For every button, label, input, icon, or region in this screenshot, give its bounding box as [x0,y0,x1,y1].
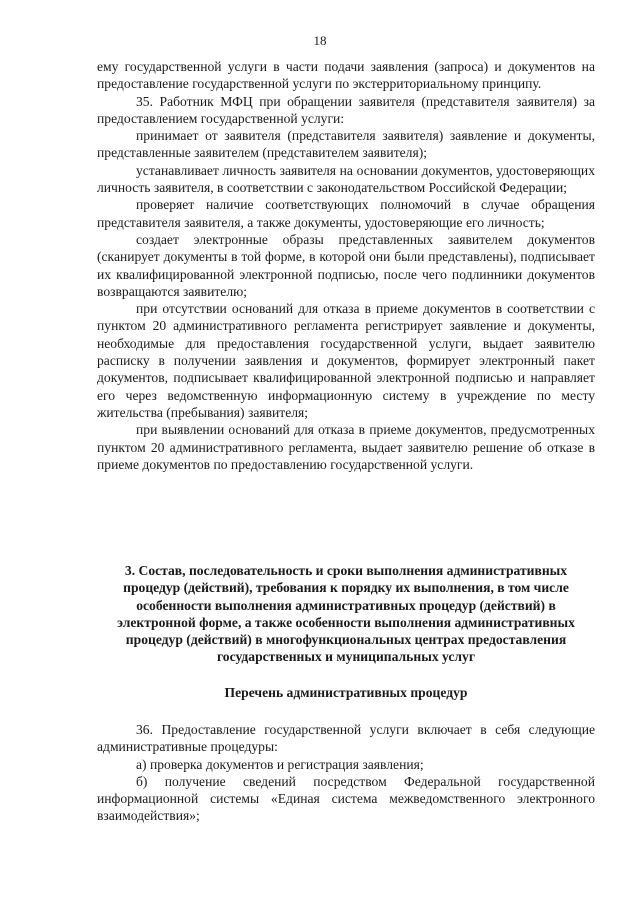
paragraph-refusal: при выявлении оснований для отказа в приеме документов, предусмотренных пунктом 20 административного регламента, выдает заявителю решение об отказе в приеме документов по предоставлению государственной услуги. [97,422,595,472]
paragraph-item-35: 35. Работник МФЦ при обращении заявителя (представителя заявителя) за предоставлением государственной услуги: [97,93,595,126]
sub-heading: Перечень административных процедур [224,685,468,700]
body-text-block-2 [97,721,595,825]
paragraph-item-36: 36. Предоставление государственной услуги включает в себя следующие административные процедуры: [97,722,595,755]
list-item-b: б) получение сведений посредством Федеральной государственной информационной системы «Единая система межведомственного электронного взаимодействия»; [97,773,595,824]
section-heading: 3. Состав, последовательность и сроки выполнения административных процедур (действий), требования к порядку их выполнения, в том числе особенности выполнения административных процедур (действий) в электронной форме, а также особенности выполнения административных процедур (действий) в многофункциональных центрах предоставления государственных и муниципальных услуг [117,563,575,665]
paragraph-scans: создает электронные образы представленных заявителем документов (сканирует документы в той форме, в которой они были представлены), подписывает их квалифицированной электронной подписью, после чего подлинники документов возвращаются заявителю; [97,231,595,299]
paragraph-identity: устанавливает личность заявителя на основании документов, удостоверяющих личность заявителя, в соответствии с законодательством Российской Федерации; [97,162,595,196]
paragraph-registers: при отсутствии оснований для отказа в приеме документов в соответствии с пунктом 20 административного регламента регистрирует заявление и документы, необходимые для предоставления государственной услуги, выдает заявителю расписку в получении заявления и документов, формирует электронный пакет документов, подписывает квалифицированной электронной подписью и направляет его через ведомственную информационную систему в учреждение по месту жительства (пребывания) заявителя; [97,301,595,420]
paragraph-continuation: ему государственной услуги в части подачи заявления (запроса) и документов на предоставление государственной услуги по экстерриториальному принципу. [97,59,595,92]
list-item-a: а) проверка документов и регистрация заявления; [136,756,424,772]
page-number: 18 [313,33,327,48]
body-text-block [97,58,595,473]
paragraph-accepts: принимает от заявителя (представителя заявителя) заявление и документы, представленные заявителем (представителем заявителя); [97,128,595,161]
paragraph-authority: проверяет наличие соответствующих полномочий в случае обращения представителя заявителя, а также документы, удостоверяющие его личность; [97,197,595,230]
